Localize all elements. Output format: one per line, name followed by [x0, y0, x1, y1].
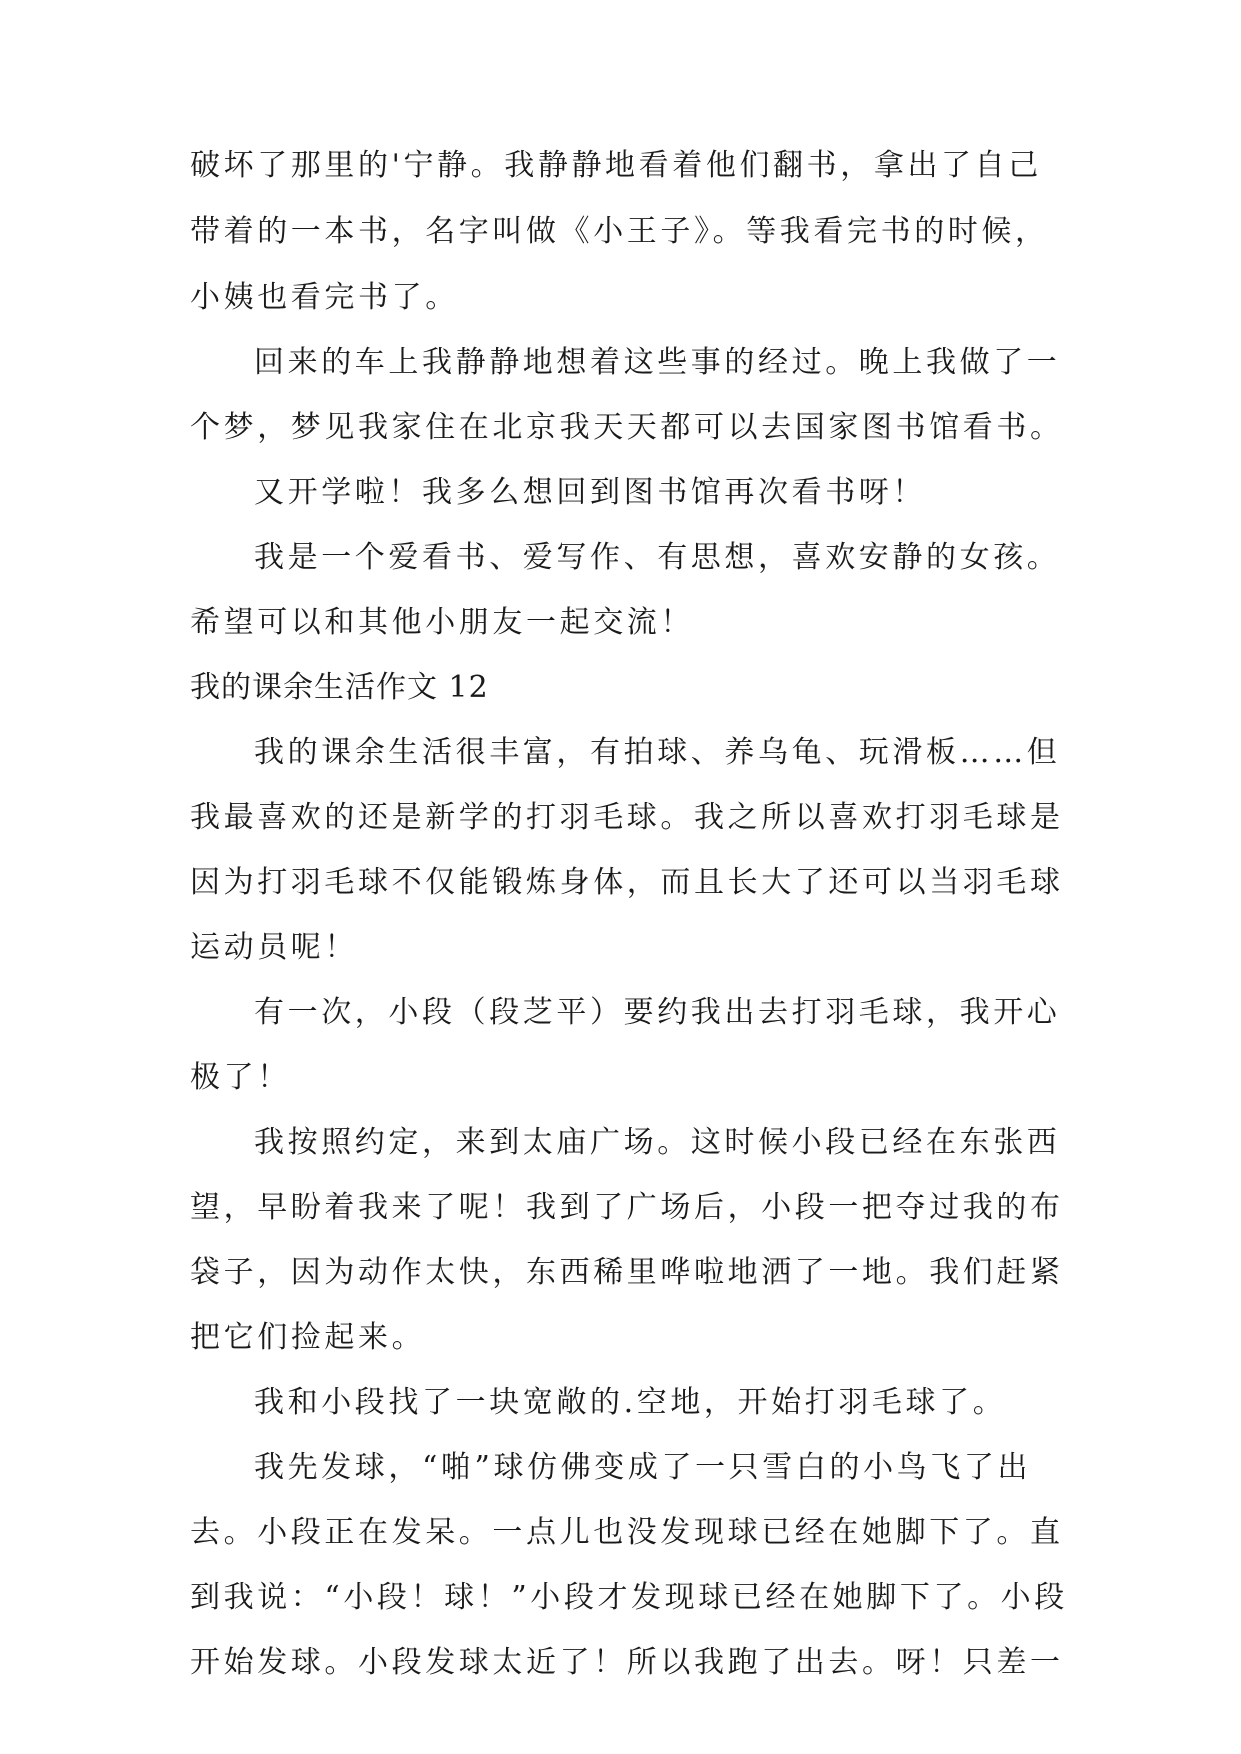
section-heading: 我的课余生活作文 12: [190, 670, 489, 705]
paragraph-line: 我和小段找了一块宽敞的.空地，开始打羽毛球了。: [254, 1385, 1007, 1420]
paragraph-line: 开始发球。小段发球太近了！所以我跑了出去。呀！只差一: [190, 1645, 1064, 1680]
paragraph-line: 望，早盼着我来了呢！我到了广场后，小段一把夺过我的布: [190, 1190, 1064, 1225]
paragraph-line: 运动员呢！: [190, 930, 358, 965]
paragraph-line: 袋子，因为动作太快，东西稀里哗啦地洒了一地。我们赶紧: [190, 1255, 1064, 1290]
paragraph-line: 个梦，梦见我家住在北京我天天都可以去国家图书馆看书。: [190, 410, 1064, 445]
paragraph-line: 把它们捡起来。: [190, 1320, 426, 1355]
paragraph-line: 我按照约定，来到太庙广场。这时候小段已经在东张西: [254, 1125, 1061, 1160]
paragraph-line: 小姨也看完书了。: [190, 280, 459, 315]
paragraph-line: 到我说：“小段！球！”小段才发现球已经在她脚下了。小段: [190, 1580, 1068, 1615]
paragraph-line: 又开学啦！我多么想回到图书馆再次看书呀！: [254, 475, 926, 510]
paragraph-line: 希望可以和其他小朋友一起交流！: [190, 605, 694, 640]
paragraph-line: 回来的车上我静静地想着这些事的经过。晚上我做了一: [254, 345, 1061, 380]
paragraph-line: 带着的一本书，名字叫做《小王子》。等我看完书的时候，: [190, 214, 1049, 249]
paragraph-line: 极了！: [190, 1060, 291, 1095]
paragraph-line: 我是一个爱看书、爱写作、有思想，喜欢安静的女孩。: [254, 540, 1061, 575]
paragraph-line: 有一次，小段（段芝平）要约我出去打羽毛球，我开心: [254, 995, 1061, 1030]
paragraph-line: 因为打羽毛球不仅能锻炼身体，而且长大了还可以当羽毛球: [190, 865, 1064, 900]
paragraph-line: 我最喜欢的还是新学的打羽毛球。我之所以喜欢打羽毛球是: [190, 800, 1064, 835]
paragraph-line: 去。小段正在发呆。一点儿也没发现球已经在她脚下了。直: [190, 1515, 1064, 1550]
paragraph-line: 破坏了那里的'宁静。我静静地看着他们翻书，拿出了自己: [190, 148, 1042, 183]
paragraph-line: 我的课余生活很丰富，有拍球、养乌龟、玩滑板……但: [254, 735, 1061, 770]
paragraph-line: 我先发球，“啪”球仿佛变成了一只雪白的小鸟飞了出: [254, 1450, 1032, 1485]
